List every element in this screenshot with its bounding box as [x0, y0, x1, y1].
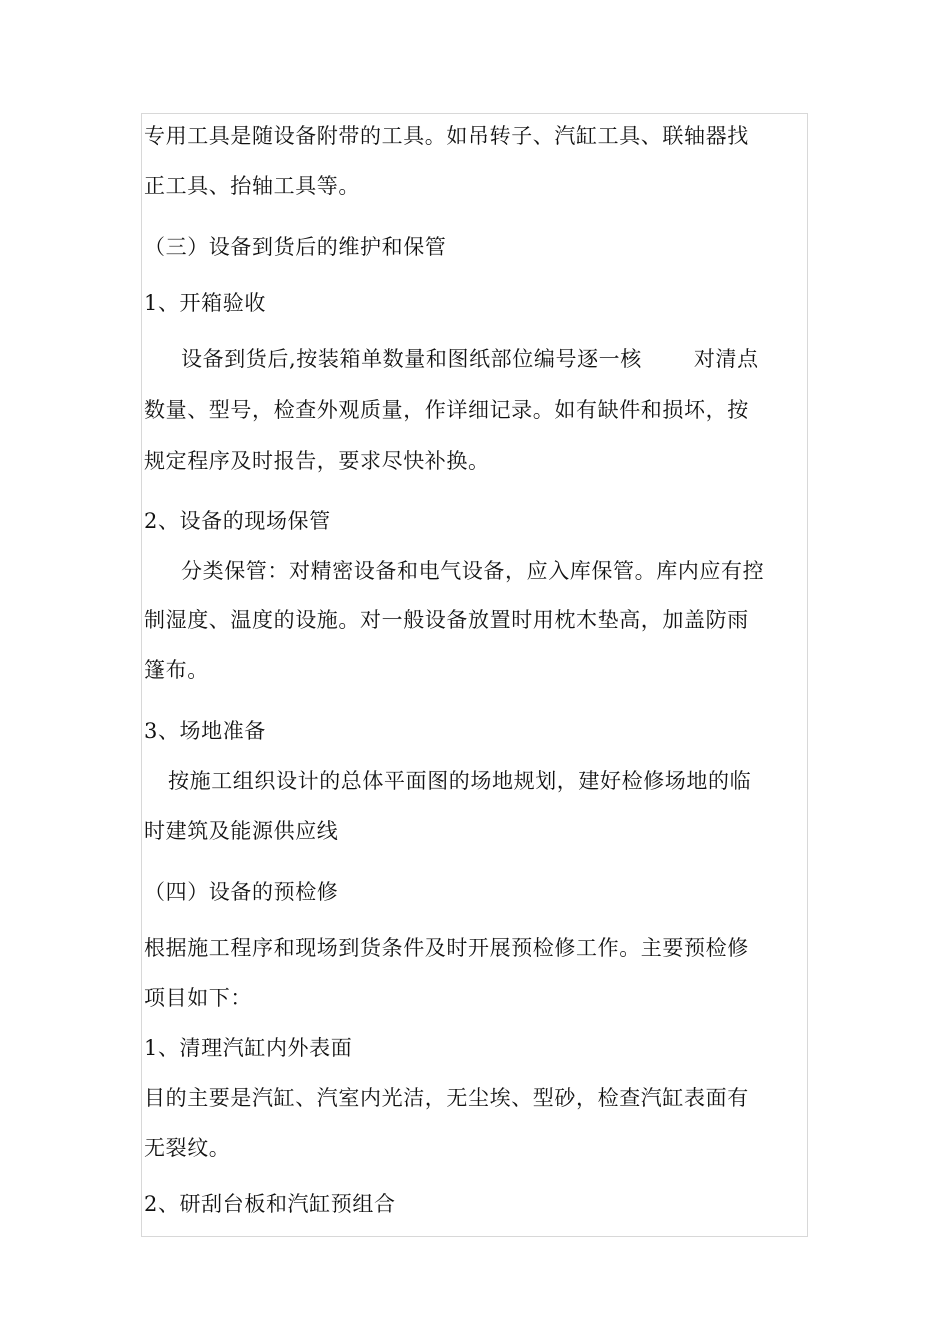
subsection-heading: 2、研刮台板和汽缸预组合	[144, 1192, 396, 1216]
paragraph-line: 无裂纹。	[144, 1136, 231, 1160]
paragraph-line	[181, 345, 759, 373]
paragraph-line: 篷布。	[144, 658, 209, 682]
paragraph-line: 目的主要是汽缸、汽室内光洁，无尘埃、型砂，检查汽缸表面有	[144, 1086, 749, 1110]
paragraph-line-part: 对清点	[693, 347, 759, 371]
page-frame	[141, 113, 808, 1237]
paragraph-line: 按施工组织设计的总体平面图的场地规划，建好检修场地的临	[168, 769, 752, 793]
paragraph-line: 项目如下：	[144, 986, 252, 1010]
paragraph-line: 数量、型号，检查外观质量，作详细记录。如有缺件和损坏，按	[144, 398, 749, 422]
subsection-heading: 1、清理汽缸内外表面	[144, 1036, 353, 1060]
paragraph-line: 制湿度、温度的设施。对一般设备放置时用枕木垫高，加盖防雨	[144, 608, 749, 632]
section-heading: （四）设备的预检修	[144, 880, 339, 904]
paragraph-line-part: 设备到货后,按装箱单数量和图纸部位编号逐一核	[181, 347, 642, 371]
paragraph-line: 专用工具是随设备附带的工具。如吊转子、汽缸工具、联轴器找	[144, 124, 749, 148]
paragraph-line: 规定程序及时报告，要求尽快补换。	[144, 449, 490, 473]
section-heading: （三）设备到货后的维护和保管	[144, 235, 447, 259]
subsection-heading: 3、场地准备	[144, 719, 266, 743]
paragraph-line: 时建筑及能源供应线	[144, 819, 339, 843]
paragraph-line: 根据施工程序和现场到货条件及时开展预检修工作。主要预检修	[144, 936, 749, 960]
paragraph-line: 分类保管：对精密设备和电气设备，应入库保管。库内应有控	[181, 559, 765, 583]
subsection-heading: 2、设备的现场保管	[144, 509, 331, 533]
subsection-heading: 1、开箱验收	[144, 291, 266, 315]
paragraph-line: 正工具、抬轴工具等。	[144, 174, 360, 198]
